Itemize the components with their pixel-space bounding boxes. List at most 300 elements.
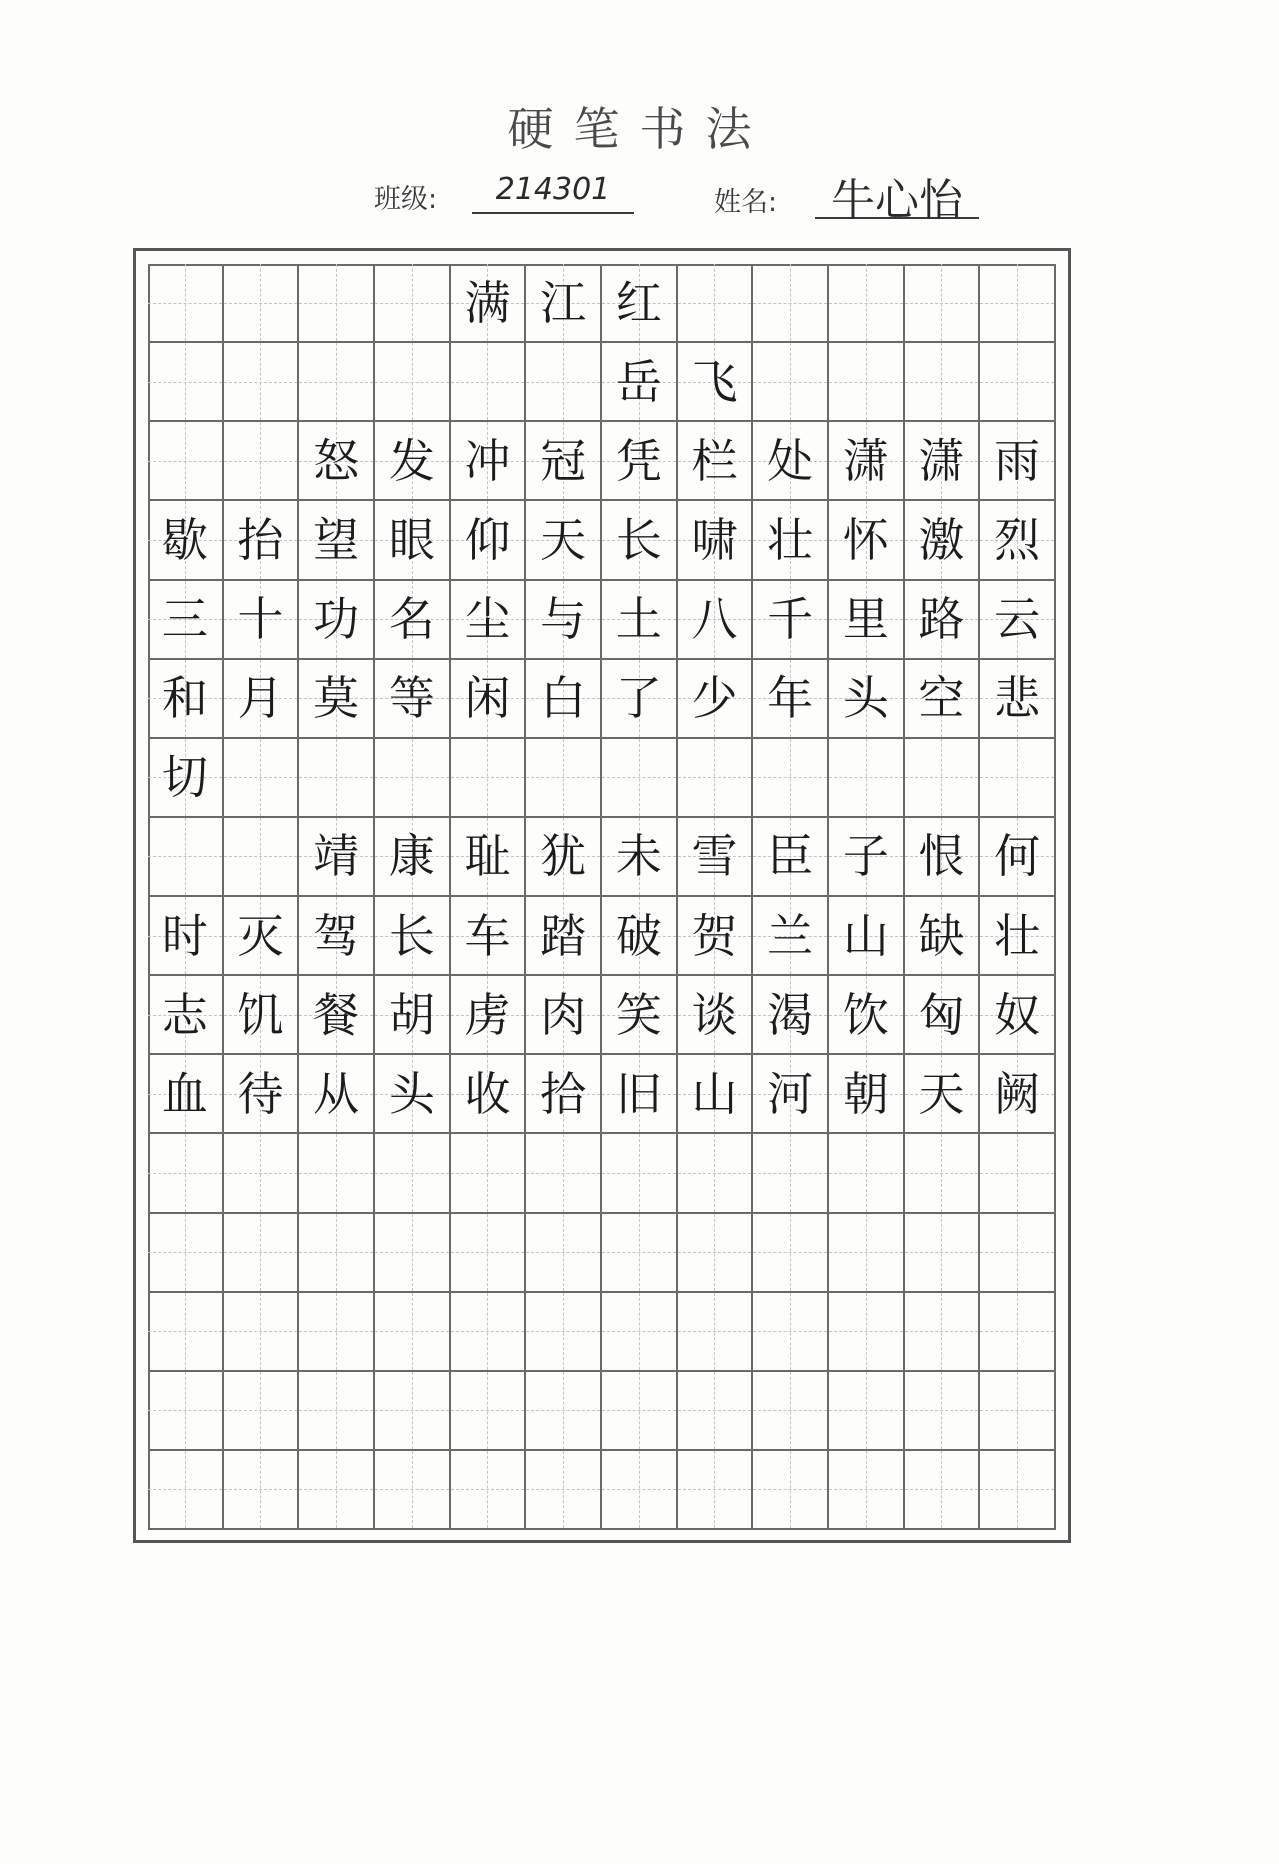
cell-guide-vertical	[563, 1214, 564, 1291]
grid-cell	[980, 1134, 1056, 1213]
grid-cell	[829, 976, 905, 1055]
grid-cell	[602, 1451, 678, 1530]
cell-guide-vertical	[866, 739, 867, 816]
cell-guide-vertical	[185, 818, 186, 895]
cell-guide-vertical	[714, 264, 715, 341]
handwritten-character: 白	[540, 671, 587, 726]
handwritten-character: 河	[767, 1066, 814, 1121]
grid-cell	[526, 264, 602, 343]
grid-cell	[678, 897, 754, 976]
grid-cell	[829, 1293, 905, 1372]
grid-cell	[678, 581, 754, 660]
cell-guide-vertical	[185, 1372, 186, 1449]
grid-cell	[753, 501, 829, 580]
grid-cell	[451, 739, 527, 818]
handwritten-character: 抬	[237, 512, 284, 567]
grid-cell	[602, 1372, 678, 1451]
handwritten-character: 眼	[388, 512, 435, 567]
handwritten-character: 匈	[918, 987, 965, 1042]
cell-guide-vertical	[336, 1372, 337, 1449]
grid-cell	[375, 1134, 451, 1213]
handwritten-character: 待	[237, 1066, 284, 1121]
handwritten-character: 胡	[388, 987, 435, 1042]
cell-guide-vertical	[1017, 343, 1018, 420]
grid-cell	[602, 264, 678, 343]
grid-cell	[375, 818, 451, 897]
handwritten-character: 缺	[918, 908, 965, 963]
cell-guide-vertical	[866, 343, 867, 420]
cell-guide-vertical	[412, 343, 413, 420]
handwritten-character: 望	[313, 512, 360, 567]
grid-cell	[980, 1293, 1056, 1372]
grid-cell	[375, 501, 451, 580]
grid-cell	[602, 739, 678, 818]
grid-cell	[980, 501, 1056, 580]
grid-cell	[829, 660, 905, 739]
handwritten-character: 雪	[691, 829, 738, 884]
cell-guide-vertical	[260, 1451, 261, 1528]
handwritten-character: 兰	[767, 908, 814, 963]
handwritten-character: 肉	[540, 987, 587, 1042]
grid-cell	[980, 976, 1056, 1055]
grid-cell	[602, 1214, 678, 1293]
cell-guide-vertical	[260, 343, 261, 420]
handwritten-character: 时	[161, 908, 208, 963]
cell-guide-vertical	[941, 1134, 942, 1211]
grid-cell	[148, 739, 224, 818]
grid-cell	[375, 581, 451, 660]
handwritten-character: 满	[464, 275, 511, 330]
handwritten-character: 红	[615, 275, 662, 330]
grid-cell	[829, 581, 905, 660]
handwritten-character: 莫	[313, 671, 360, 726]
name-label: 姓名:	[714, 187, 778, 218]
grid-cell	[526, 897, 602, 976]
grid-cell	[526, 818, 602, 897]
grid-cell	[148, 818, 224, 897]
cell-guide-vertical	[563, 1293, 564, 1370]
grid-cell	[602, 1293, 678, 1372]
grid-cell	[375, 1293, 451, 1372]
grid-cell	[224, 897, 300, 976]
cell-guide-vertical	[941, 264, 942, 341]
name-value: 牛心怡	[831, 175, 963, 226]
handwritten-character: 名	[388, 592, 435, 647]
cell-guide-vertical	[639, 1134, 640, 1211]
grid-cell	[829, 1214, 905, 1293]
grid-cell	[224, 1293, 300, 1372]
grid-cell	[678, 422, 754, 501]
grid-cell	[753, 1214, 829, 1293]
grid-cell	[299, 1214, 375, 1293]
grid-cell	[526, 343, 602, 422]
grid-cell	[375, 1055, 451, 1134]
grid-cell	[753, 422, 829, 501]
handwritten-character: 啸	[691, 512, 738, 567]
grid-cell	[905, 264, 981, 343]
handwritten-character: 土	[615, 592, 662, 647]
handwritten-character: 驾	[313, 908, 360, 963]
grid-cell	[451, 1293, 527, 1372]
grid-cell	[451, 897, 527, 976]
cell-guide-vertical	[336, 1451, 337, 1528]
grid-cell	[224, 343, 300, 422]
grid-cell	[678, 976, 754, 1055]
grid-cell	[299, 422, 375, 501]
grid-cell	[905, 422, 981, 501]
handwritten-character: 与	[540, 592, 587, 647]
cell-guide-vertical	[412, 1451, 413, 1528]
grid-cell	[980, 422, 1056, 501]
grid-cell	[375, 739, 451, 818]
grid-cell	[375, 343, 451, 422]
cell-guide-vertical	[412, 264, 413, 341]
cell-guide-vertical	[790, 1451, 791, 1528]
grid-cell	[526, 976, 602, 1055]
cell-guide-vertical	[563, 343, 564, 420]
grid-cell	[980, 660, 1056, 739]
grid-cell	[753, 739, 829, 818]
grid-cell	[526, 660, 602, 739]
grid-cell	[224, 1214, 300, 1293]
grid-cell	[451, 976, 527, 1055]
handwritten-character: 冲	[464, 433, 511, 488]
cell-guide-vertical	[790, 264, 791, 341]
cell-guide-vertical	[563, 1134, 564, 1211]
handwritten-character: 阙	[994, 1066, 1041, 1121]
grid-cell	[753, 1451, 829, 1530]
grid-cell	[451, 660, 527, 739]
grid-cell	[375, 1214, 451, 1293]
handwritten-character: 冠	[540, 433, 587, 488]
grid-cell	[905, 1293, 981, 1372]
cell-guide-vertical	[336, 739, 337, 816]
grid-cell	[753, 1293, 829, 1372]
cell-guide-vertical	[941, 1293, 942, 1370]
grid-cell	[829, 1055, 905, 1134]
grid-cell	[602, 1055, 678, 1134]
handwritten-character: 少	[691, 671, 738, 726]
grid-cell	[602, 581, 678, 660]
cell-guide-vertical	[336, 1214, 337, 1291]
grid-cell	[451, 1372, 527, 1451]
handwritten-character: 凭	[615, 433, 662, 488]
handwritten-character: 江	[540, 275, 587, 330]
cell-guide-vertical	[1017, 1134, 1018, 1211]
grid-cell	[829, 1134, 905, 1213]
grid-cell	[148, 660, 224, 739]
grid-cell	[299, 1372, 375, 1451]
cell-guide-vertical	[790, 1214, 791, 1291]
cell-guide-vertical	[336, 343, 337, 420]
cell-guide-vertical	[866, 1214, 867, 1291]
grid-cell	[526, 1451, 602, 1530]
grid-cell	[375, 1372, 451, 1451]
grid-cell	[224, 1134, 300, 1213]
handwritten-character: 栏	[691, 433, 738, 488]
cell-guide-vertical	[714, 1134, 715, 1211]
handwritten-character: 悲	[994, 671, 1041, 726]
grid-cell	[980, 581, 1056, 660]
grid-cell	[526, 1055, 602, 1134]
grid-cell	[299, 1293, 375, 1372]
handwritten-character: 功	[313, 592, 360, 647]
grid-cell	[829, 343, 905, 422]
cell-guide-vertical	[941, 1214, 942, 1291]
grid-cell	[299, 1055, 375, 1134]
grid-cell	[678, 1055, 754, 1134]
handwritten-character: 渴	[767, 987, 814, 1042]
grid-cell	[980, 897, 1056, 976]
grid-cell	[224, 818, 300, 897]
cell-guide-vertical	[185, 1134, 186, 1211]
grid-cell	[526, 1214, 602, 1293]
grid-cell	[753, 1055, 829, 1134]
cell-guide-vertical	[866, 1451, 867, 1528]
grid-cell	[753, 1134, 829, 1213]
handwritten-character: 从	[313, 1066, 360, 1121]
grid-cell	[602, 1134, 678, 1213]
cell-guide-vertical	[1017, 264, 1018, 341]
cell-guide-vertical	[1017, 1372, 1018, 1449]
handwritten-character: 犹	[540, 829, 587, 884]
handwritten-character: 等	[388, 671, 435, 726]
handwritten-character: 破	[615, 908, 662, 963]
handwritten-character: 云	[994, 592, 1041, 647]
cell-guide-vertical	[866, 1134, 867, 1211]
handwritten-character: 潇	[918, 433, 965, 488]
cell-guide-vertical	[260, 739, 261, 816]
handwritten-character: 雨	[994, 433, 1041, 488]
cell-guide-vertical	[563, 1451, 564, 1528]
cell-guide-vertical	[336, 1134, 337, 1211]
cell-guide-vertical	[260, 1134, 261, 1211]
cell-guide-vertical	[941, 1451, 942, 1528]
grid-cell	[678, 1214, 754, 1293]
grid-cell	[678, 1293, 754, 1372]
handwritten-character: 何	[994, 829, 1041, 884]
handwritten-character: 处	[767, 433, 814, 488]
cell-guide-vertical	[185, 1214, 186, 1291]
grid-cell	[451, 581, 527, 660]
cell-guide-vertical	[487, 1372, 488, 1449]
cell-guide-vertical	[1017, 1214, 1018, 1291]
cell-guide-vertical	[412, 1293, 413, 1370]
grid-cell	[980, 818, 1056, 897]
cell-guide-vertical	[260, 264, 261, 341]
grid-cell	[678, 1451, 754, 1530]
cell-guide-vertical	[260, 1293, 261, 1370]
grid-cell	[980, 1451, 1056, 1530]
grid-cell	[451, 501, 527, 580]
handwritten-character: 切	[161, 750, 208, 805]
handwritten-character: 年	[767, 671, 814, 726]
grid-cell	[451, 343, 527, 422]
cell-guide-vertical	[714, 1451, 715, 1528]
grid-cell	[829, 264, 905, 343]
cell-guide-vertical	[639, 1293, 640, 1370]
grid-cell	[678, 660, 754, 739]
grid-cell	[148, 1372, 224, 1451]
grid-cell	[299, 581, 375, 660]
grid-cell	[299, 976, 375, 1055]
cell-guide-vertical	[1017, 1451, 1018, 1528]
cell-guide-vertical	[260, 1214, 261, 1291]
grid-cell	[980, 264, 1056, 343]
grid-cell	[753, 581, 829, 660]
grid-cell	[224, 264, 300, 343]
grid-cell	[375, 264, 451, 343]
handwritten-character: 奴	[994, 987, 1041, 1042]
handwritten-character: 飞	[691, 354, 738, 409]
handwritten-character: 耻	[464, 829, 511, 884]
cell-guide-vertical	[336, 264, 337, 341]
grid-cell	[678, 264, 754, 343]
grid-cell	[753, 264, 829, 343]
grid-cell	[299, 897, 375, 976]
grid-cell	[602, 818, 678, 897]
grid-cell	[980, 739, 1056, 818]
cell-guide-vertical	[941, 739, 942, 816]
grid-cell	[602, 660, 678, 739]
cell-guide-vertical	[790, 1134, 791, 1211]
cell-guide-vertical	[563, 739, 564, 816]
cell-guide-vertical	[790, 1293, 791, 1370]
grid-cell	[451, 264, 527, 343]
grid-cell	[224, 581, 300, 660]
handwritten-character: 车	[464, 908, 511, 963]
grid-cell	[451, 1055, 527, 1134]
cell-guide-vertical	[412, 1372, 413, 1449]
grid-cell	[753, 976, 829, 1055]
cell-guide-vertical	[487, 1214, 488, 1291]
cell-guide-vertical	[185, 1293, 186, 1370]
handwritten-character: 餐	[313, 987, 360, 1042]
handwritten-character: 仰	[464, 512, 511, 567]
grid-cell	[829, 1372, 905, 1451]
grid-cell	[148, 1214, 224, 1293]
handwritten-character: 千	[767, 592, 814, 647]
grid-cell	[224, 1451, 300, 1530]
handwritten-character: 和	[161, 671, 208, 726]
cell-guide-vertical	[487, 343, 488, 420]
handwritten-character: 十	[237, 592, 284, 647]
handwritten-character: 空	[918, 671, 965, 726]
grid-cell	[148, 1055, 224, 1134]
class-underline	[472, 212, 634, 214]
grid-cell	[451, 1214, 527, 1293]
handwritten-character: 贺	[691, 908, 738, 963]
cell-guide-vertical	[714, 1293, 715, 1370]
grid-cell	[299, 264, 375, 343]
cell-guide-vertical	[185, 1451, 186, 1528]
cell-guide-vertical	[412, 1134, 413, 1211]
cell-guide-vertical	[260, 818, 261, 895]
grid-cell	[678, 343, 754, 422]
grid-cell	[526, 739, 602, 818]
grid-cell	[905, 501, 981, 580]
grid-cell	[148, 1134, 224, 1213]
cell-guide-vertical	[185, 422, 186, 499]
grid-cell	[526, 1372, 602, 1451]
grid-cell	[224, 1372, 300, 1451]
grid-cell	[148, 976, 224, 1055]
grid-cell	[451, 422, 527, 501]
grid-cell	[148, 501, 224, 580]
class-value: 214301	[495, 172, 611, 207]
grid-cell	[148, 1451, 224, 1530]
handwritten-character: 拾	[540, 1066, 587, 1121]
handwritten-character: 激	[918, 512, 965, 567]
grid-cell	[526, 1293, 602, 1372]
grid-cell	[753, 897, 829, 976]
handwritten-character: 月	[237, 671, 284, 726]
grid-cell	[905, 897, 981, 976]
grid-cell	[678, 501, 754, 580]
handwritten-character: 闲	[464, 671, 511, 726]
grid-cell	[148, 897, 224, 976]
cell-guide-vertical	[866, 1293, 867, 1370]
grid-cell	[602, 422, 678, 501]
grid-cell	[375, 897, 451, 976]
cell-guide-vertical	[639, 739, 640, 816]
handwritten-character: 长	[615, 512, 662, 567]
grid-cell	[375, 1451, 451, 1530]
handwritten-character: 康	[388, 829, 435, 884]
grid-cell	[829, 501, 905, 580]
grid-cell	[602, 343, 678, 422]
handwritten-character: 岳	[615, 354, 662, 409]
cell-guide-vertical	[790, 343, 791, 420]
grid-cell	[224, 976, 300, 1055]
grid-cell	[829, 897, 905, 976]
handwritten-character: 子	[842, 829, 889, 884]
handwritten-character: 尘	[464, 592, 511, 647]
grid-cell	[980, 1055, 1056, 1134]
handwritten-character: 灭	[237, 908, 284, 963]
handwritten-character: 血	[161, 1066, 208, 1121]
cell-guide-vertical	[336, 1293, 337, 1370]
cell-guide-vertical	[487, 1293, 488, 1370]
cell-guide-vertical	[639, 1451, 640, 1528]
grid-cell	[224, 501, 300, 580]
grid-cell	[678, 1134, 754, 1213]
page-title: 硬笔书法	[507, 102, 772, 156]
grid-cell	[299, 501, 375, 580]
grid-cell	[299, 660, 375, 739]
handwritten-character: 虏	[464, 987, 511, 1042]
grid-cell	[905, 1372, 981, 1451]
grid-cell	[905, 1134, 981, 1213]
grid-cell	[829, 1451, 905, 1530]
cell-guide-vertical	[714, 739, 715, 816]
handwritten-character: 怒	[313, 433, 360, 488]
grid-cell	[148, 422, 224, 501]
grid-cell	[451, 818, 527, 897]
handwritten-character: 发	[388, 433, 435, 488]
cell-guide-vertical	[563, 1372, 564, 1449]
cell-guide-vertical	[639, 1214, 640, 1291]
grid-cell	[905, 343, 981, 422]
grid-cell	[299, 343, 375, 422]
grid-cell	[526, 422, 602, 501]
grid-cell	[526, 581, 602, 660]
handwritten-character: 里	[842, 592, 889, 647]
handwritten-character: 志	[161, 987, 208, 1042]
handwritten-character: 天	[918, 1066, 965, 1121]
grid-cell	[980, 1214, 1056, 1293]
grid-cell	[451, 1451, 527, 1530]
